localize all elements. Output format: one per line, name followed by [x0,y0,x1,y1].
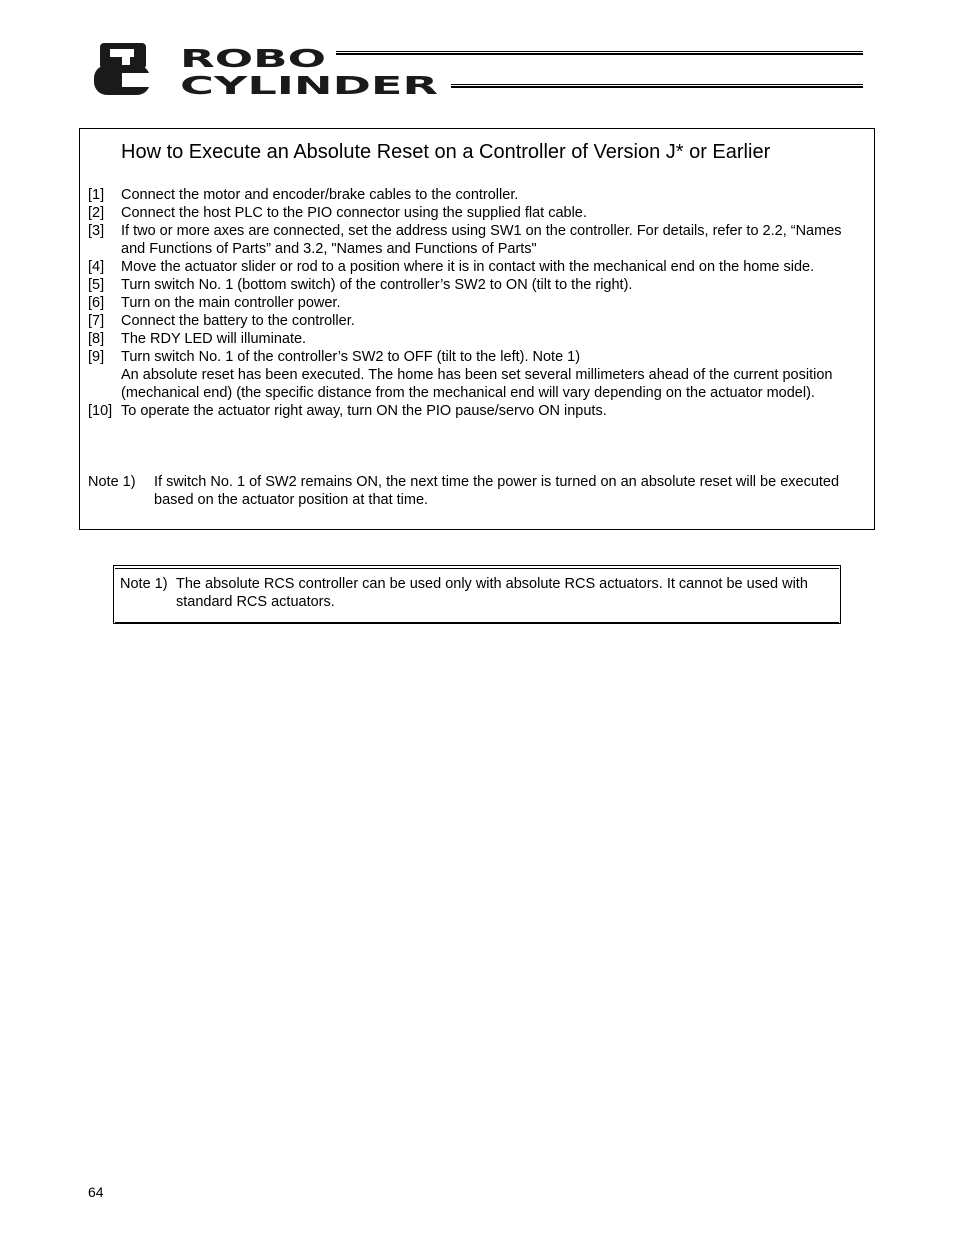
step-number: [9] [88,349,105,365]
procedure-title: How to Execute an Absolute Reset on a Controller of Version J* or Earlier [121,141,771,163]
step-item [88,348,848,402]
logo-text-line1: ROBO [180,44,326,73]
step-text: The RDY LED will illuminate. [121,331,307,347]
step-text: If two or more axes are connected, set the address using SW1 on the controller. For details, refer to 2.2, “Names and Functions of Parts” and 3.2, "Names and Functions of Parts" [121,223,842,257]
step-number: [2] [88,205,105,221]
step-item [88,330,848,348]
note-label: Note 1) [88,474,136,490]
step-text: To operate the actuator right away, turn ON the PIO pause/servo ON inputs. [121,403,607,419]
step-item [88,312,848,330]
procedure-box [79,128,875,530]
robo-cylinder-logo [92,41,442,99]
step-item [88,258,848,276]
header-rule-bottom [451,84,863,88]
step-item [88,276,848,294]
step-number: [8] [88,331,105,347]
caution-note-label: Note 1) [120,576,168,592]
procedure-note [88,473,848,509]
step-text: Connect the host PLC to the PIO connector using the supplied flat cable. [121,205,587,221]
step-text: Move the actuator slider or rod to a position where it is in contact with the mechanical end on the home side. [121,259,815,275]
step-item [88,186,848,204]
logo-text-line2: CYLINDER [180,71,438,99]
step-item [88,222,848,258]
step-number: [10] [88,403,113,419]
step-item [88,204,848,222]
step-list [88,186,848,420]
page-number: 64 [88,1184,104,1200]
step-text: Connect the battery to the controller. [121,313,355,329]
caution-box [113,565,841,624]
step-item [88,294,848,312]
note-text: If switch No. 1 of SW2 remains ON, the next time the power is turned on an absolute reset will be executed based on the actuator position at that time. [154,474,840,508]
step-number: [1] [88,187,105,203]
step-text: Turn switch No. 1 (bottom switch) of the controller’s SW2 to ON (tilt to the right). [121,277,633,293]
step-number: [6] [88,295,105,311]
step-number: [7] [88,313,105,329]
step-number: [3] [88,223,105,239]
step-text-continued: An absolute reset has been executed. The home has been set several millimeters ahead of the current position (mechanical end) (the specific distance from the mechanical end will vary depending on the actuator model). [121,367,833,401]
rc-monogram-icon [94,43,152,95]
caution-note-text: The absolute RCS controller can be used only with absolute RCS actuators. It cannot be used with standard RCS actuators. [176,576,808,610]
step-item [88,402,848,420]
caution-note [120,575,830,611]
step-number: [5] [88,277,105,293]
header-rule-top [336,51,863,55]
step-text: Connect the motor and encoder/brake cables to the controller. [121,187,519,203]
step-text: Turn switch No. 1 of the controller’s SW2 to OFF (tilt to the left). Note 1) [121,349,581,365]
step-text: Turn on the main controller power. [121,295,341,311]
step-number: [4] [88,259,105,275]
